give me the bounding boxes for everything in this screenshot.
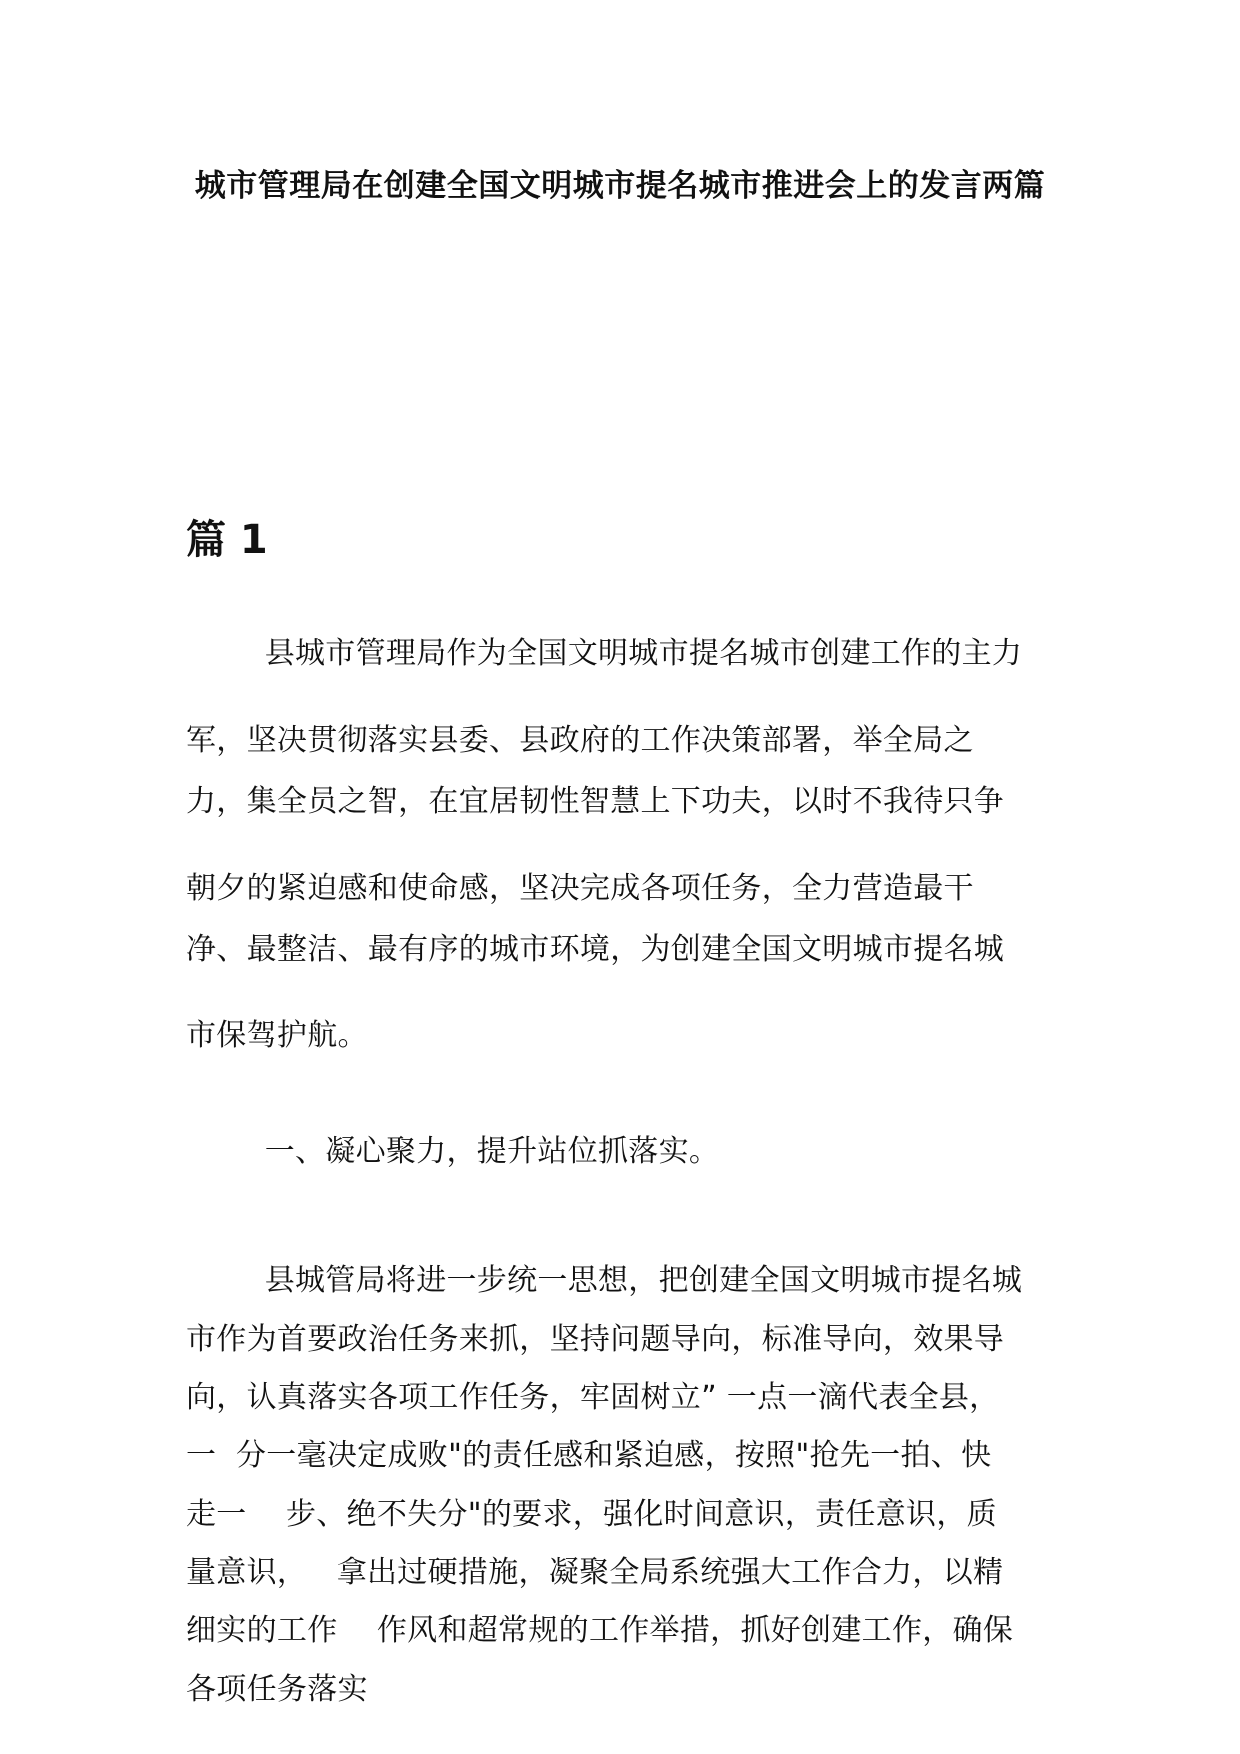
paragraph-line: 各项任务落实 xyxy=(186,1672,368,1707)
paragraph-line: 走一 步、绝不失分"的要求，强化时间意识，责任意识，质 xyxy=(186,1497,997,1532)
paragraph-line: 军，坚决贯彻落实县委、县政府的工作决策部署，举全局之 xyxy=(186,723,974,758)
paragraph-line: 力，集全员之智，在宜居韧性智慧上下功夫，以时不我待只争 xyxy=(186,784,1005,819)
paragraph-line: 县城市管理局作为全国文明城市提名城市创建工作的主力 xyxy=(186,636,1023,671)
paragraph-line: 县城管局将进一步统一思想，把创建全国文明城市提名城 xyxy=(186,1263,1023,1298)
paragraph-line: 一 分一毫决定成败"的责任感和紧迫感，按照"抢先一拍、快 xyxy=(186,1438,992,1473)
paragraph-line: 市作为首要政治任务来抓，坚持问题导向，标准导向，效果导 xyxy=(186,1322,1005,1357)
document-title: 城市管理局在创建全国文明城市提名城市推进会上的发言两篇 xyxy=(194,168,1046,204)
paragraph-line: 净、最整洁、最有序的城市环境，为创建全国文明城市提名城 xyxy=(186,932,1005,967)
paragraph-line: 向，认真落实各项工作任务，牢固树立” 一点一滴代表全县， xyxy=(186,1380,1000,1415)
paragraph-line: 朝夕的紧迫感和使命感，坚决完成各项任务，全力营造最干 xyxy=(186,871,974,906)
paragraph-line: 细实的工作 作风和超常规的工作举措，抓好创建工作，确保 xyxy=(186,1613,1014,1648)
paragraph-line: 量意识， 拿出过硬措施，凝聚全局系统强大工作合力，以精 xyxy=(186,1555,1004,1590)
section-heading: 篇 1 xyxy=(186,517,268,563)
subheading: 一、凝心聚力，提升站位抓落实。 xyxy=(186,1134,720,1169)
paragraph-line: 市保驾护航。 xyxy=(186,1018,368,1053)
